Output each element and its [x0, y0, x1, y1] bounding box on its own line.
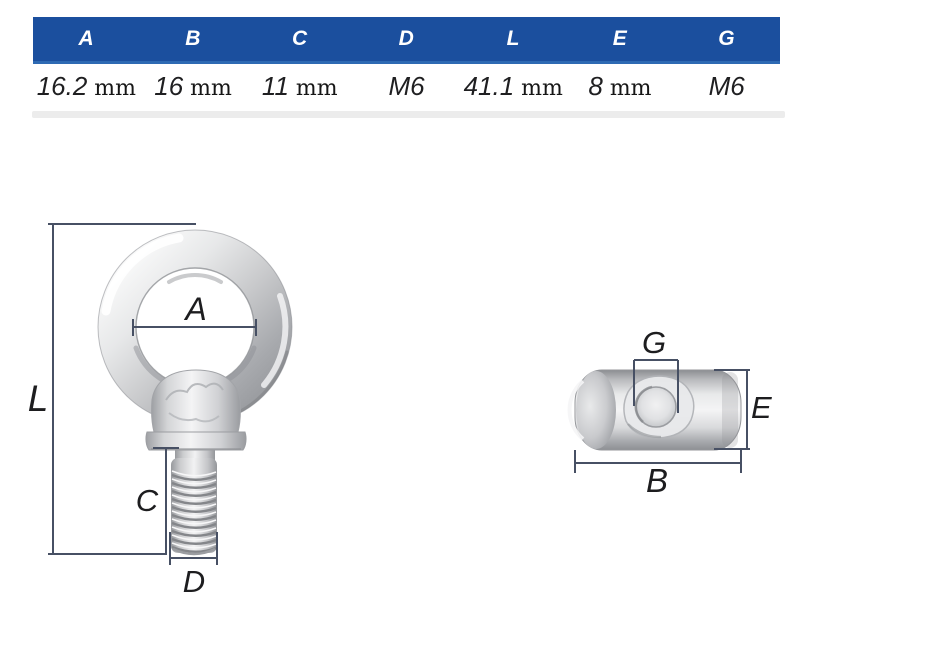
- eye-bolt-illustration: [98, 230, 292, 554]
- unit-b: mm: [190, 76, 232, 101]
- barrel-nut-illustration: [570, 370, 741, 450]
- dimension-label-b: B: [645, 462, 669, 499]
- unit-c: mm: [295, 76, 338, 101]
- dimension-label-g: G: [641, 325, 667, 360]
- spec-header-cell-e: E: [612, 27, 628, 50]
- value-c: 11: [261, 71, 289, 101]
- dimension-label-e: E: [751, 390, 772, 425]
- spec-header-cell-l: L: [506, 27, 520, 50]
- dimension-label-l: L: [27, 378, 49, 419]
- ring-inner-top-reflection: [169, 275, 221, 282]
- dimension-label-d: D: [182, 564, 206, 599]
- spec-header-cell-g: G: [718, 27, 736, 50]
- spec-header-cell-b: B: [185, 27, 201, 50]
- unit-l: mm: [521, 76, 563, 101]
- spec-header-cell-c: C: [291, 27, 308, 50]
- value-d: M6: [388, 71, 425, 101]
- spec-header-cell-d: D: [398, 27, 415, 50]
- value-e: 8: [588, 71, 603, 101]
- dimension-label-a: A: [185, 291, 207, 327]
- value-l: 41.1: [463, 71, 515, 101]
- value-g: M6: [708, 71, 745, 101]
- value-b: 16: [154, 71, 184, 101]
- value-a: 16.2: [36, 71, 88, 101]
- barrel-right-shading: [722, 372, 738, 448]
- collar-dome: [152, 370, 241, 432]
- spec-header-cell-a: A: [78, 27, 95, 50]
- unit-a: mm: [94, 76, 137, 101]
- dimension-label-c: C: [135, 483, 159, 518]
- unit-e: mm: [609, 76, 652, 101]
